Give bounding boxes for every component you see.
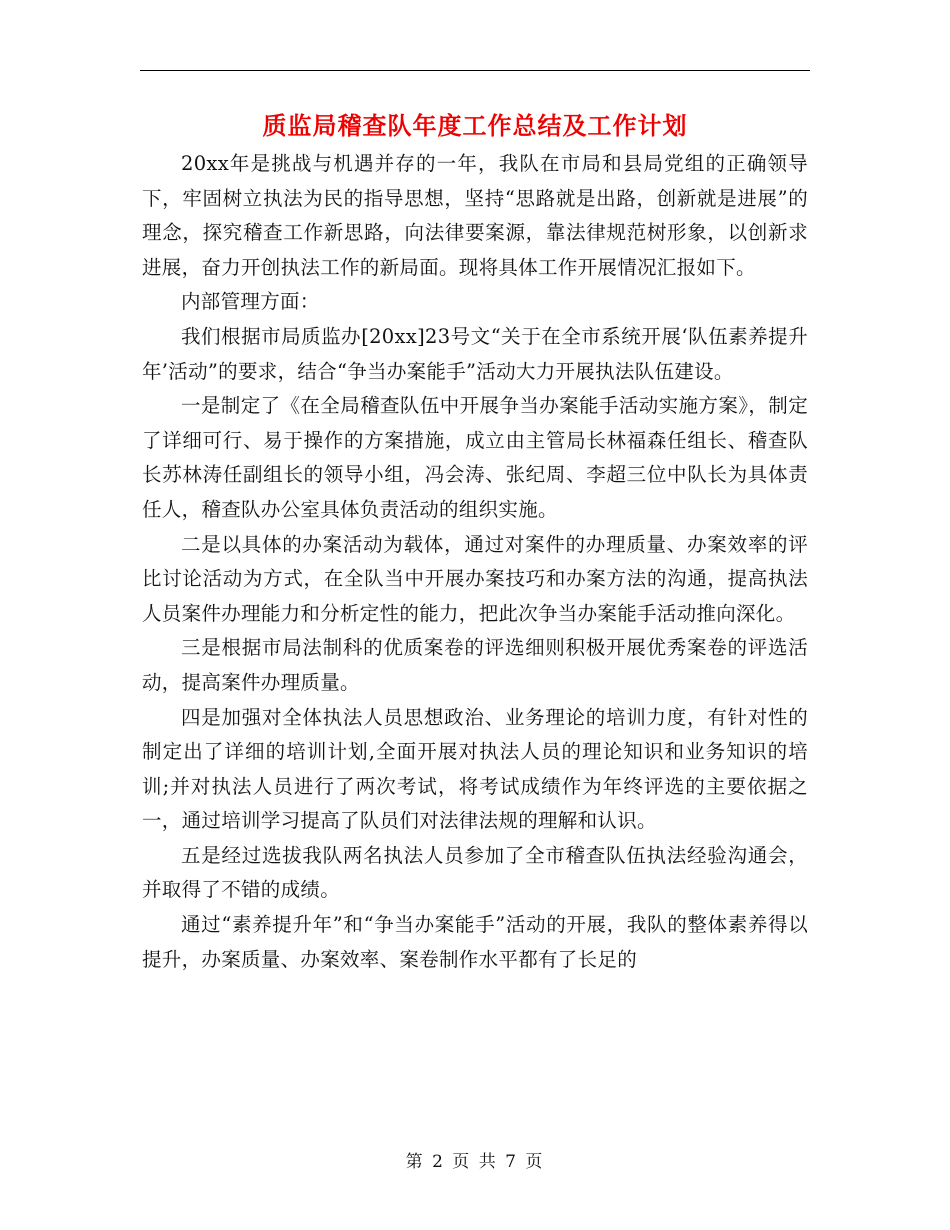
paragraph-section-heading: 内部管理方面：: [181, 290, 320, 314]
paragraph-directive: 我们根据市局质监办[20xx]23号文“关于在全市系统开展‘队伍素养提升年’活动”的要求，结合“争当办案能手”活动大力开展执法队伍建设。: [142, 324, 808, 383]
header-rule: [140, 70, 810, 71]
paragraph-item-1: 一是制定了《在全局稽查队伍中开展争当办案能手活动实施方案》，制定了详细可行、易于操作的方案措施，成立由主管局长林福森任组长、稽查队长苏林涛任副组长的领导小组，冯会涛、张纪周、李超三位中队长为具体责任人，稽查队办公室具体负责活动的组织实施。: [142, 394, 808, 521]
paragraph-item-5: 五是经过选拔我队两名执法人员参加了全市稽查队伍执法经验沟通会，并取得了不错的成绩。: [142, 843, 808, 902]
paragraph-intro: 20xx年是挑战与机遇并存的一年，我队在市局和县局党组的正确领导下，牢固树立执法为民的指导思想，坚持“思路就是出路，创新就是进展”的理念，探究稽查工作新思路，向法律要案源，靠法律规范树形象，以创新求进展，奋力开创执法工作的新局面。现将具体工作开展情况汇报如下。: [142, 152, 808, 279]
paragraph-summary: 通过“素养提升年”和“争当办案能手”活动的开展，我队的整体素养得以提升，办案质量、办案效率、案卷制作水平都有了长足的: [142, 913, 808, 971]
document-title: 质监局稽查队年度工作总结及工作计划: [262, 112, 688, 140]
page-number-footer: 第 2 页 共 7 页: [405, 1152, 545, 1172]
paragraph-item-4: 四是加强对全体执法人员思想政治、业务理论的培训力度，有针对性的制定出了详细的培训计划,全面开展对执法人员的理论知识和业务知识的培训;并对执法人员进行了两次考试，将考试成绩作为年终评选的主要依据之一，通过培训学习提高了队员们对法律法规的理解和认识。: [142, 705, 808, 833]
document-body: [142, 147, 808, 977]
paragraph-item-3: 三是根据市局法制科的优质案卷的评选细则积极开展优秀案卷的评选活动，提高案件办理质量。: [142, 636, 808, 694]
paragraph-item-2: 二是以具体的办案活动为载体，通过对案件的办理质量、办案效率的评比讨论活动为方式，在全队当中开展办案技巧和办案方法的沟通，提高执法人员案件办理能力和分析定性的能力，把此次争当办案能手活动推向深化。: [142, 532, 808, 625]
